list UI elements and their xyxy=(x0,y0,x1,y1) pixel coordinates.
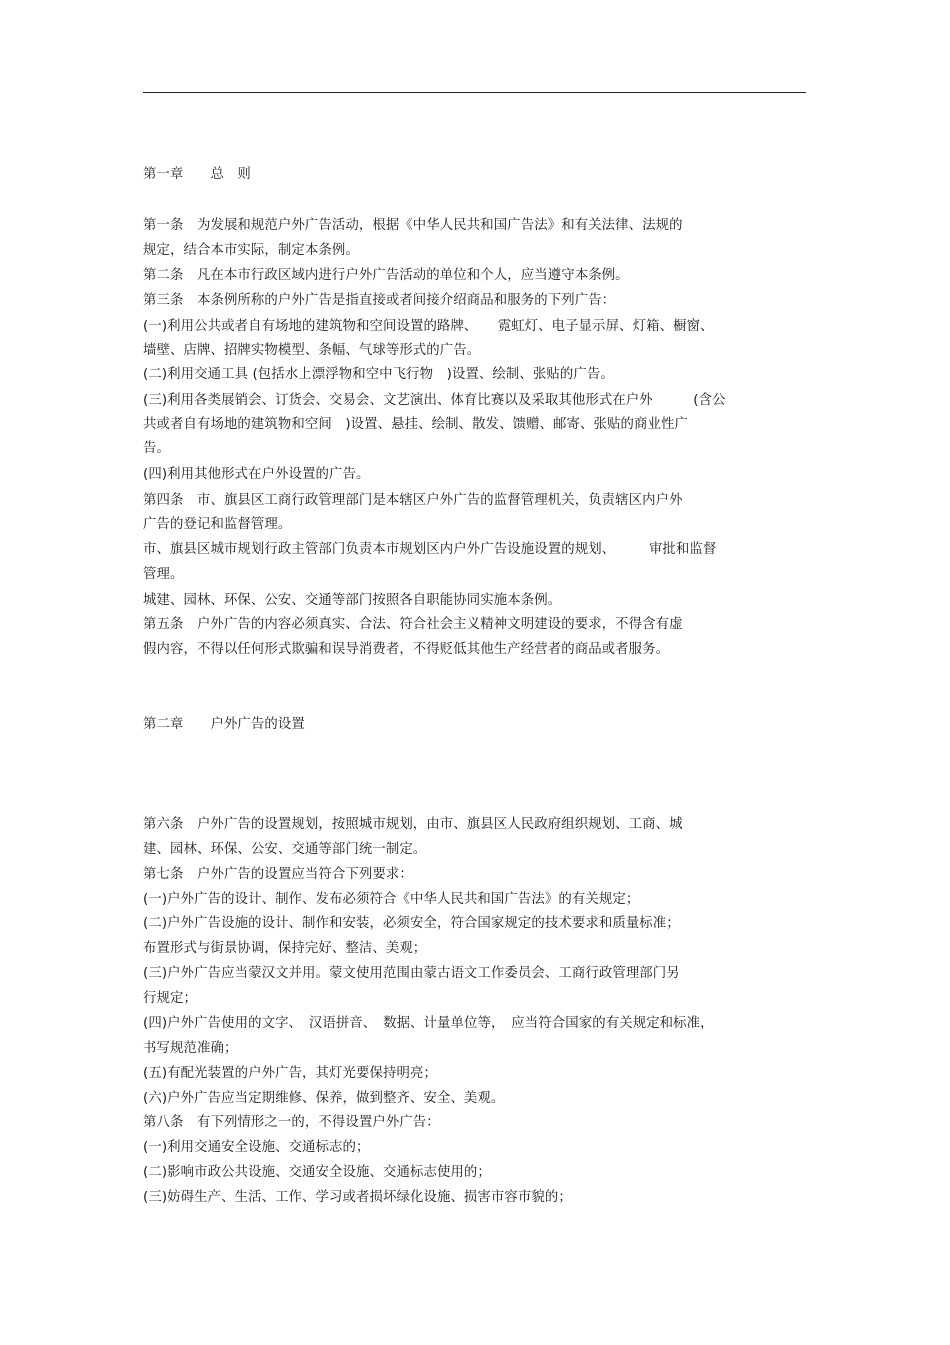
ch2-line-2: 建、园林、环保、公安、交通等部门统一制定。 xyxy=(143,842,427,857)
ch2-line-4: (一)户外广告的设计、制作、发布必须符合《中华人民共和国广告法》的有关规定； xyxy=(143,892,640,907)
ch2-line-7: (三)户外广告应当蒙汉文并用。蒙文使用范围由蒙古语文工作委员会、工商行政管理部门另 xyxy=(143,966,680,981)
ch1-line-11: (四)利用其他形式在户外设置的广告。 xyxy=(143,467,370,482)
ch1-line-13: 广告的登记和监督管理。 xyxy=(143,517,292,532)
ch1-line-14: 市、旗县区城市规划行政主管部门负责本市规划区内户外广告设施设置的规划、 审批和监督 xyxy=(143,542,717,557)
ch2-line-1: 第六条 户外广告的设置规划，按照城市规划，由市、旗县区人民政府组织规划、工商、城 xyxy=(143,817,683,832)
ch2-line-14: (一)利用交通安全设施、交通标志的； xyxy=(143,1140,370,1155)
ch1-line-1: 第一条 为发展和规范户外广告活动，根据《中华人民共和国广告法》和有关法律、法规的 xyxy=(143,218,683,233)
ch1-line-4: 第三条 本条例所称的户外广告是指直接或者间接介绍商品和服务的下列广告： xyxy=(143,293,616,308)
ch2-line-16: (三)妨碍生产、生活、工作、学习或者损坏绿化设施、损害市容市貌的； xyxy=(143,1190,572,1205)
ch2-line-10: 书写规范准确； xyxy=(143,1041,238,1056)
ch2-line-3: 第七条 户外广告的设置应当符合下列要求： xyxy=(143,867,413,882)
ch2-line-6: 布置形式与街景协调，保持完好、整洁、美观； xyxy=(143,941,427,956)
ch1-line-16: 城建、园林、环保、公安、交通等部门按照各自职能协同实施本条例。 xyxy=(143,593,562,608)
ch2-line-11: (五)有配光装置的户外广告，其灯光要保持明亮； xyxy=(143,1066,437,1081)
ch1-line-15: 管理。 xyxy=(143,567,184,582)
ch1-line-18: 假内容，不得以任何形式欺骗和误导消费者，不得贬低其他生产经营者的商品或者服务。 xyxy=(143,642,670,657)
ch1-line-6: 墙壁、店牌、招牌实物模型、条幅、气球等形式的广告。 xyxy=(143,343,481,358)
ch1-line-8: (三)利用各类展销会、订货会、交易会、文艺演出、体育比赛以及采取其他形式在户外 (含公 xyxy=(143,393,726,408)
ch2-line-13: 第八条 有下列情形之一的，不得设置户外广告： xyxy=(143,1115,440,1130)
ch1-line-5: (一)利用公共或者自有场地的建筑物和空间设置的路牌、 霓虹灯、电子显示屏、灯箱、橱窗、 xyxy=(143,319,714,334)
ch2-line-8: 行规定； xyxy=(143,991,197,1006)
ch1-line-7: (二)利用交通工具 (包括水上漂浮物和空中飞行物 )设置、绘制、张贴的广告。 xyxy=(143,367,614,382)
ch2-line-15: (二)影响市政公共设施、交通安全设施、交通标志使用的； xyxy=(143,1165,491,1180)
ch1-line-17: 第五条 户外广告的内容必须真实、合法、符合社会主义精神文明建设的要求，不得含有虚 xyxy=(143,617,683,632)
ch2-line-9: (四)户外广告使用的文字、 汉语拼音、 数据、计量单位等， 应当符合国家的有关规定和标准， xyxy=(143,1016,714,1031)
header-rule xyxy=(143,92,806,93)
ch1-line-3: 第二条 凡在本市行政区域内进行户外广告活动的单位和个人，应当遵守本条例。 xyxy=(143,268,629,283)
ch1-line-12: 第四条 市、旗县区工商行政管理部门是本辖区户外广告的监督管理机关，负责辖区内户外 xyxy=(143,493,683,508)
ch2-line-5: (二)户外广告设施的设计、制作和安装，必须安全，符合国家规定的技术要求和质量标准； xyxy=(143,916,680,931)
ch2-line-12: (六)户外广告应当定期维修、保养，做到整齐、安全、美观。 xyxy=(143,1091,505,1106)
ch1-line-2: 规定，结合本市实际，制定本条例。 xyxy=(143,243,359,258)
chapter-1-heading: 第一章 总 则 xyxy=(143,167,251,182)
ch1-line-9: 共或者自有场地的建筑物和空间 )设置、悬挂、绘制、散发、馈赠、邮寄、张贴的商业性广 xyxy=(143,417,688,432)
ch1-line-10: 告。 xyxy=(143,441,170,456)
chapter-2-heading: 第二章 户外广告的设置 xyxy=(143,717,305,732)
